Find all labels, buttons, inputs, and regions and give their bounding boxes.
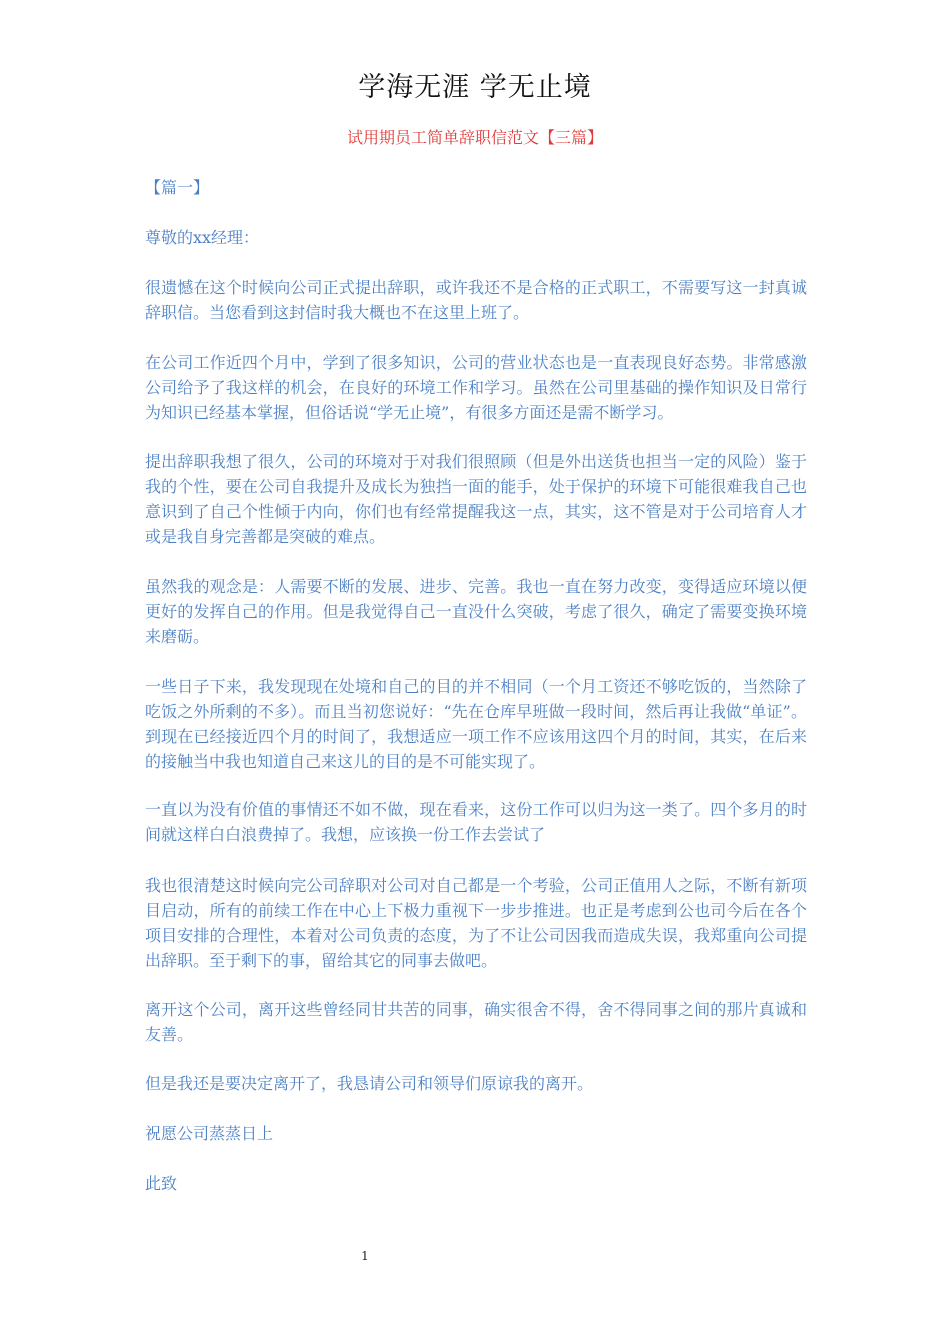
paragraph-10: 祝愿公司蒸蒸日上 [145, 1124, 274, 1143]
closing-line: 此致 [145, 1174, 178, 1193]
paragraph-3: 提出辞职我想了很久，公司的环境对于对我们很照顾（但是外出送货也担当一定的风险）鉴于我的个性，要在公司自我提升及成长为独挡一面的能手，处于保护的环境下可能很难我自己也意识到了自己个性倾于内向，你们也有经常提醒我这一点，其实，这不管是对于公司培育人才或是我自身完善都是突破的难点。 [145, 452, 807, 546]
paragraph-7: 我也很清楚这时候向完公司辞职对公司对自己都是一个考验，公司正值用人之际，不断有新项目启动，所有的前续工作在中心上下极力重视下一步步推进。也正是考虑到公也司今后在各个项目安排的合理性，本着对公司负责的态度，为了不让公司因我而造成失误，我郑重向公司提出辞职。至于剩下的事，留给其它的同事去做吧。 [145, 876, 807, 970]
paragraph-8: 离开这个公司，离开这些曾经同甘共苦的同事，确实很舍不得，舍不得同事之间的那片真诚和友善。 [145, 1000, 807, 1044]
paragraph-4: 虽然我的观念是：人需要不断的发展、进步、完善。我也一直在努力改变，变得适应环境以便更好的发挥自己的作用。但是我觉得自己一直没什么突破，考虑了很久，确定了需要变换环境来磨砺。 [145, 577, 807, 646]
header-title: 学海无涯 学无止境 [358, 72, 592, 103]
paragraph-1: 很遗憾在这个时候向公司正式提出辞职，或许我还不是合格的正式职工，不需要写这一封真诚辞职信。当您看到这封信时我大概也不在这里上班了。 [145, 278, 807, 322]
section-label: 【篇一】 [145, 178, 210, 197]
salutation: 尊敬的xx经理： [145, 228, 260, 247]
document-title: 试用期员工简单辞职信范文【三篇】 [346, 128, 603, 147]
paragraph-9: 但是我还是要决定离开了，我恳请公司和领导们原谅我的离开。 [145, 1074, 594, 1093]
paragraph-5: 一些日子下来，我发现现在处境和自己的目的并不相同（一个月工资还不够吃饭的，当然除了吃饭之外所剩的不多）。而且当初您说好：“先在仓库早班做一段时间，然后再让我做“单证”。到现在已经接近四个月的时间了，我想适应一项工作不应该用这四个月的时间，其实，在后来的接触当中我也知道自己来这儿的目的是不可能实现了。 [145, 677, 807, 771]
page-number: 1 [361, 1249, 369, 1263]
paragraph-6: 一直以为没有价值的事情还不如不做，现在看来，这份工作可以归为这一类了。四个多月的时间就这样白白浪费掉了。我想，应该换一份工作去尝试了 [145, 800, 807, 844]
paragraph-2: 在公司工作近四个月中，学到了很多知识，公司的营业状态也是一直表现良好态势。非常感激公司给予了我这样的机会，在良好的环境工作和学习。虽然在公司里基础的操作知识及日常行为知识已经基本掌握，但俗话说“学无止境”，有很多方面还是需不断学习。 [145, 353, 807, 422]
